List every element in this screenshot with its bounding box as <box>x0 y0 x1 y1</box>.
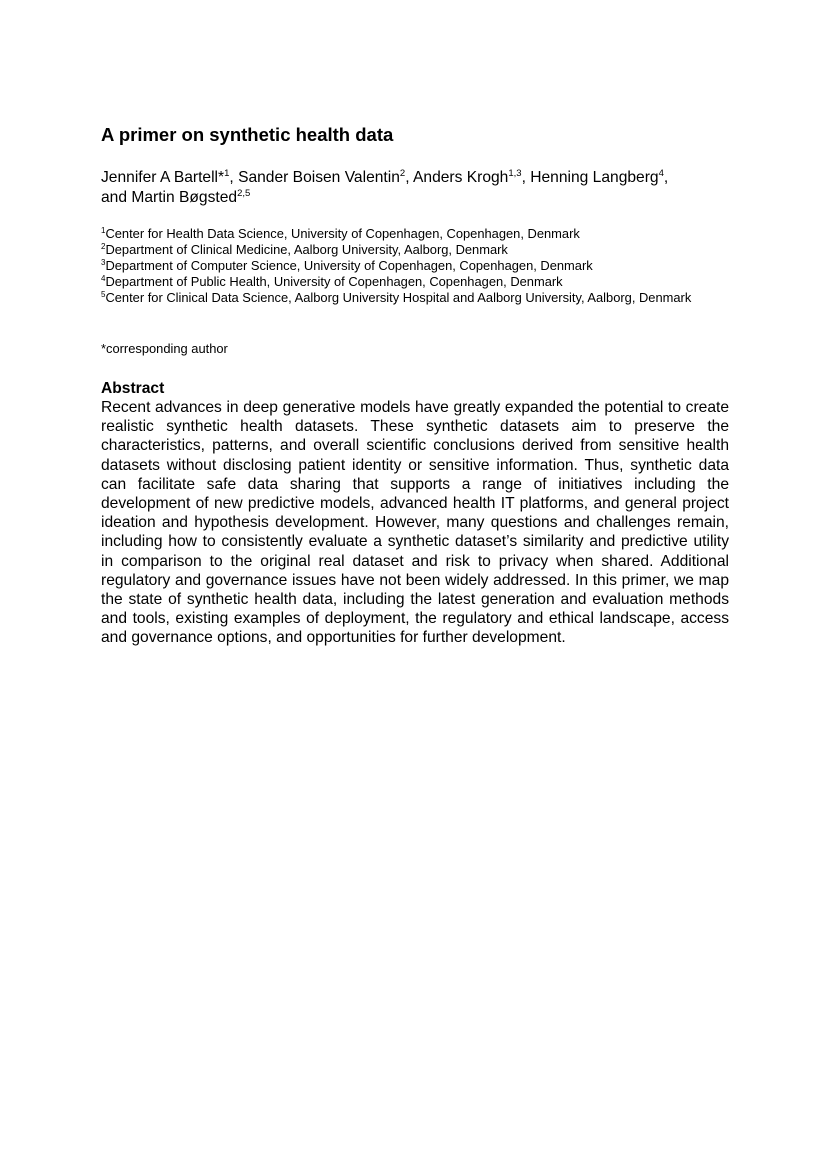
corresponding-author-note: *corresponding author <box>101 341 228 356</box>
author-affiliation-mark: 4 <box>658 168 664 179</box>
affiliation: $^5$Center for Clinical Data Science, Aalborg University Hospital and Aalborg University, Aalborg, Denmark <box>101 290 692 305</box>
abstract-text: Recent advances in deep generative models have greatly expanded the potential to create realistic synthetic health datasets. These synthetic datasets aim to preserve the characteristics, patterns, and overall scientific conclusions derived from sensitive health datasets without disclosing patient identity or sensitive information. Thus, synthetic data can facilitate safe data sharing that supports a range of initiatives including the development of new predictive models, advanced health IT platforms, and general project ideation and hypothesis development. However, many questions and challenges remain, including how to consistently evaluate a synthetic dataset’s similarity and predictive utility in comparison to the original real dataset and risk to privacy when shared. Additional regulatory and governance issues have not been widely addressed. In this primer, we map the state of synthetic health data, including the latest generation and evaluation methods and tools, existing examples of deployment, the regulatory and ethical landscape, access and governance options, and opportunities for further development. <box>101 399 729 647</box>
author: Sander Boisen Valentin$^2$, <box>238 168 413 186</box>
author-affiliation-mark: 2,5 <box>237 187 251 199</box>
abstract-heading: Abstract <box>101 380 165 397</box>
affiliation: $^2$Department of Clinical Medicine, Aalborg University, Aalborg, Denmark <box>101 242 508 257</box>
affiliation: $^1$Center for Health Data Science, University of Copenhagen, Copenhagen, Denmark <box>101 226 580 241</box>
author-affiliation-mark: 2 <box>399 168 406 179</box>
author-list <box>101 168 741 207</box>
affiliation-list <box>101 226 729 306</box>
author: Henning Langberg$^4$, <box>530 168 669 186</box>
author-affiliation-mark: 1 <box>224 168 230 179</box>
paper-title: A primer on synthetic health data <box>101 124 394 145</box>
affiliation: $^4$Department of Public Health, University of Copenhagen, Copenhagen, Denmark <box>101 274 563 289</box>
author: and Martin Bøgsted$^{2,5}$ <box>101 187 251 206</box>
author: Jennifer A Bartell*$^1$, <box>101 168 239 186</box>
author: Anders Krogh$^{1,3}$, <box>413 168 531 186</box>
author-affiliation-mark: 1,3 <box>508 168 522 179</box>
affiliation: $^3$Department of Computer Science, University of Copenhagen, Copenhagen, Denmark <box>101 258 593 273</box>
